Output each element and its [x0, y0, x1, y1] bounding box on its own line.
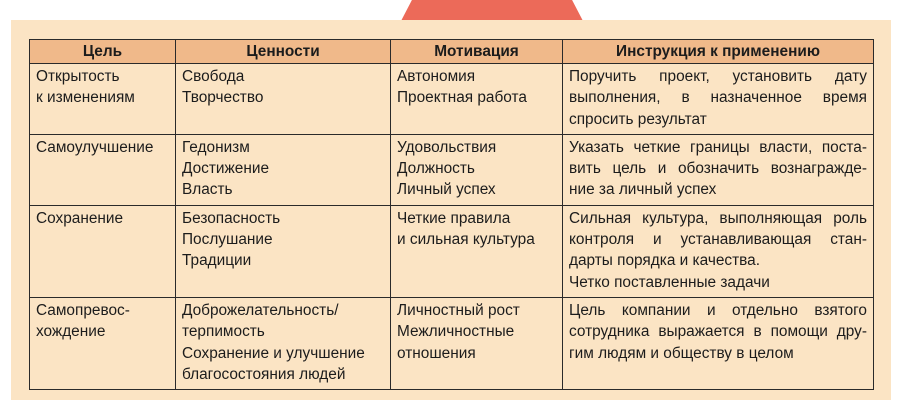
cell-line: Гедонизм — [182, 138, 250, 156]
cell-values — [176, 134, 391, 205]
cell-line: и сильная культура — [397, 231, 535, 249]
cell-line: Свобода — [182, 68, 245, 85]
cell-values — [176, 297, 391, 389]
cell-line: Открытость — [36, 68, 120, 85]
cell-line: Послушание — [182, 231, 273, 249]
cell-line: Проектная работа — [397, 89, 527, 107]
cell-line: Достижение — [182, 160, 270, 178]
cell-line: Творчество — [182, 89, 264, 107]
cell-line: хождение — [36, 323, 106, 341]
cell-line: контроля и устанавливающая стан- — [569, 231, 867, 249]
cell-line: Четко поставленные задачи — [569, 273, 770, 291]
cell-line: вить цель и обозначить вознагражде- — [569, 160, 867, 178]
values-motivation-table — [29, 39, 874, 390]
cell-line: Сохранение и улучшение — [182, 344, 365, 362]
cell-line: терпимость — [182, 323, 265, 341]
cell-line: спросить результат — [569, 110, 707, 128]
cell-instruction — [563, 64, 874, 135]
header-values: Ценности — [176, 40, 391, 64]
header-row — [30, 40, 874, 64]
cell-line: Четкие правила — [397, 209, 511, 227]
cell-goal — [30, 205, 176, 297]
top-tab-decoration — [401, 0, 583, 21]
cell-goal — [30, 297, 176, 389]
cell-line: выполнения, в назначенное время — [569, 89, 867, 107]
header-motivation: Мотивация — [391, 40, 563, 64]
cell-line: Должность — [397, 160, 475, 178]
header-goal: Цель — [30, 40, 176, 64]
table-row — [30, 297, 874, 389]
cell-instruction — [563, 205, 874, 297]
cell-values — [176, 64, 391, 135]
cell-line: Межличностные — [397, 323, 515, 341]
cell-line: Личностный рост — [397, 301, 520, 319]
cell-motivation — [391, 297, 563, 389]
cell-line: Безопасность — [182, 209, 281, 227]
cell-line: Сохранение — [36, 209, 124, 227]
table-row — [30, 64, 874, 135]
cell-line: Удовольствия — [397, 138, 497, 156]
cell-line: Власть — [182, 181, 233, 199]
cell-line: Личный успех — [397, 181, 496, 199]
cell-line: Поручить проект, установить дату — [569, 68, 867, 85]
cell-instruction — [563, 297, 874, 389]
table-row — [30, 134, 874, 205]
cell-line: Автономия — [397, 68, 476, 85]
cell-line: Традиции — [182, 252, 252, 270]
cell-line: Доброжелательность/ — [182, 301, 339, 319]
cell-line: Самоулучшение — [36, 138, 154, 156]
cell-line: ние за личный успех — [569, 181, 717, 199]
header-instruction: Инструкция к применению — [563, 40, 874, 64]
cell-line: сотрудника выражается в помощи дру- — [569, 323, 867, 341]
cell-line: благосостояния людей — [182, 365, 346, 383]
cell-line: Сильная культура, выполняющая роль — [569, 209, 867, 227]
cell-line: Самопревос- — [36, 301, 130, 319]
cell-line: дарты порядка и качества. — [569, 252, 760, 270]
cell-line: отношения — [397, 344, 476, 362]
cell-values — [176, 205, 391, 297]
cell-motivation — [391, 134, 563, 205]
cell-line: Цель компании и отдельно взятого — [569, 301, 867, 319]
cell-line: к изменениям — [36, 89, 135, 107]
cell-instruction — [563, 134, 874, 205]
cell-line: гим людям и обществу в целом — [569, 344, 794, 362]
cell-goal — [30, 64, 176, 135]
cell-line: Указать четкие границы власти, поста- — [569, 138, 867, 156]
cell-goal — [30, 134, 176, 205]
cell-motivation — [391, 64, 563, 135]
cell-motivation — [391, 205, 563, 297]
table-row — [30, 205, 874, 297]
